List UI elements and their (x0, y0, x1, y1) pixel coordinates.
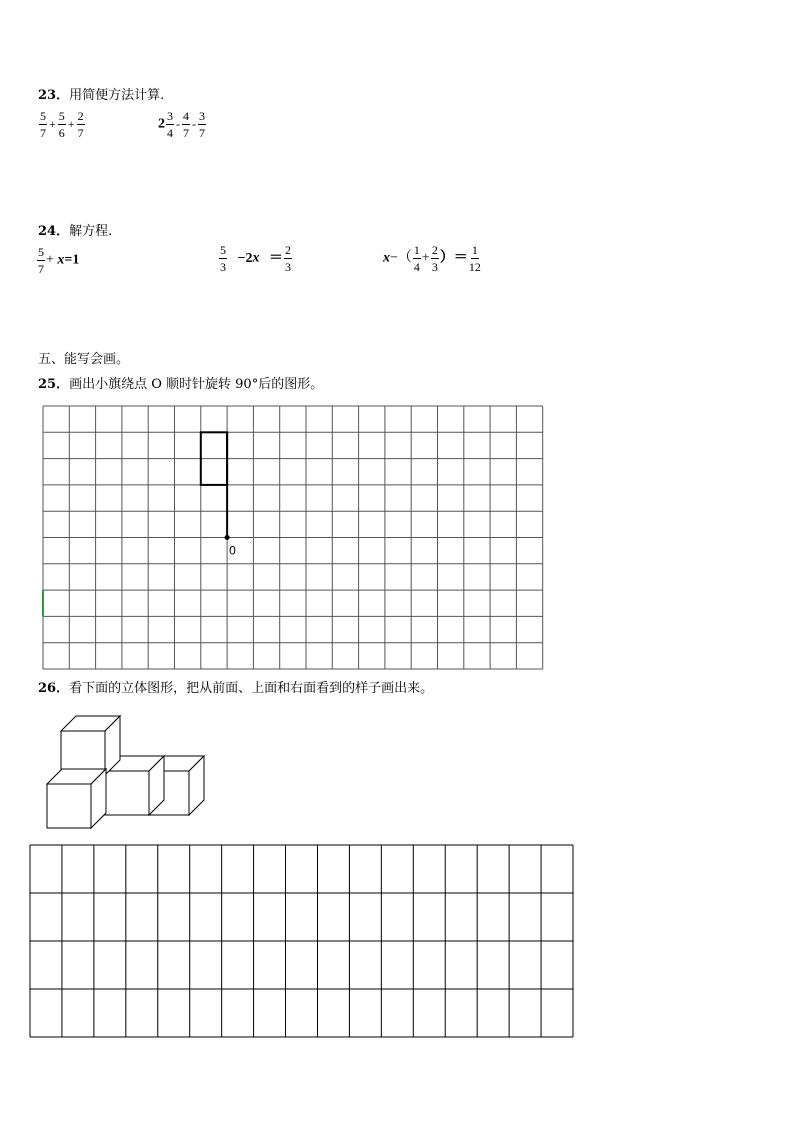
eq1-var: x (57, 252, 65, 268)
q23-expr2-whole: 2 (158, 116, 165, 132)
cube-solid-figure (47, 716, 204, 828)
denominator: 7 (40, 126, 46, 140)
q23-e1-operator: + (67, 116, 75, 131)
denominator: 7 (77, 126, 84, 140)
q25-title: 画出小旗绕点 O 顺时针旋转 90°后的图形。 (69, 377, 324, 392)
eq2-rhs-den: 3 (284, 260, 291, 274)
q24-number: 24． (38, 224, 70, 239)
point-o (225, 535, 230, 540)
q24-title: 解方程. (69, 224, 113, 239)
denominator: 6 (58, 126, 65, 140)
eq2-minus: −2 (237, 250, 253, 266)
numerator: 3 (167, 109, 173, 123)
numerator: 3 (199, 109, 205, 123)
eq3-minus: −（ (390, 250, 412, 266)
flag-figure (201, 432, 230, 540)
denominator: 4 (167, 126, 173, 140)
eq2-num: 5 (220, 243, 226, 257)
numerator: 4 (183, 109, 189, 123)
eq1-rest: =1 (64, 252, 80, 268)
denominator: 7 (199, 126, 205, 140)
eq3-var: x (383, 250, 390, 266)
cube-front-face (105, 771, 149, 815)
q23-e2-operator: - (176, 116, 180, 131)
eq3-rhs-num: 1 (471, 243, 478, 257)
eq3-rhs-den: 12 (468, 260, 481, 274)
eq3-f2-den: 3 (431, 260, 438, 274)
eq3-close: ）＝ (439, 250, 468, 266)
eq3-f2-num: 2 (431, 243, 438, 257)
eq2-rhs-num: 2 (284, 243, 291, 257)
eq2-den: 3 (220, 260, 226, 274)
q23-e1-operator: + (49, 116, 56, 131)
denominator: 7 (183, 126, 189, 140)
cube-top (61, 716, 120, 775)
eq1-num: 5 (38, 245, 44, 259)
q26-title: 看下面的立体图形，把从前面、上面和右面看到的样子画出来。 (69, 681, 434, 696)
numerator: 5 (58, 109, 65, 123)
eq2-equals: ＝ (268, 250, 283, 266)
section5-title: 五、能写会画。 (38, 352, 130, 367)
eq3-f1-den: 4 (413, 260, 420, 274)
rotation-grid (43, 406, 543, 669)
eq3-f1-num: 1 (413, 243, 420, 257)
eq1-den: 7 (38, 262, 44, 276)
cube-front-face (61, 731, 105, 775)
eq3-plus: + (421, 250, 430, 266)
q23-title: 用简便方法计算. (69, 88, 165, 103)
q23-number: 23． (38, 88, 70, 103)
cube-front-left (47, 769, 106, 828)
eq1-plus: + (46, 252, 58, 268)
q26-number: 26． (38, 681, 70, 696)
numerator: 2 (77, 109, 84, 123)
eq2-var: x (252, 250, 260, 266)
cube-front-face (47, 784, 91, 828)
q26-heading (38, 677, 433, 696)
q23-e2-operator: - (192, 116, 196, 131)
point-o-label: 0 (229, 543, 236, 558)
numerator: 5 (40, 109, 46, 123)
answer-grid (30, 845, 573, 1037)
q25-number: 25． (38, 377, 70, 392)
